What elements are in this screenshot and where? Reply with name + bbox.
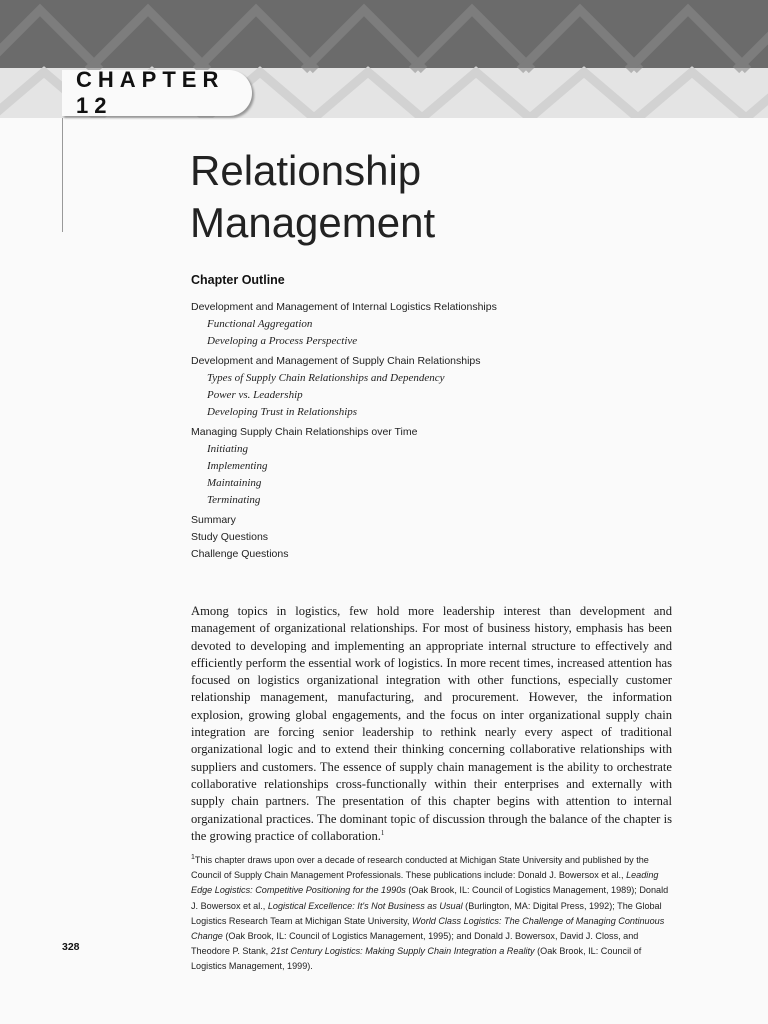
outline-subitem: Power vs. Leadership — [207, 389, 303, 401]
outline-subitem: Maintaining — [207, 477, 262, 489]
banner-chevron — [304, 10, 424, 70]
chapter-label: CHAPTER 12 — [62, 70, 252, 116]
page-number: 328 — [62, 941, 80, 953]
footnote-title: 21st Century Logistics: Making Supply Chain Integration a Reality — [270, 946, 535, 957]
body-paragraph — [191, 603, 672, 845]
outline-item: Managing Supply Chain Relationships over Time — [191, 426, 418, 438]
outline-item: Development and Management of Internal Logistics Relationships — [191, 301, 497, 313]
banner-chevron-light — [638, 72, 746, 118]
banner-chevron-light — [746, 72, 768, 118]
banner-chevron — [520, 10, 640, 70]
outline-heading: Chapter Outline — [191, 273, 285, 287]
footnote-title: World Class Logistics: The Challenge of Managing Continuous Change — [191, 915, 665, 942]
outline-subitem: Types of Supply Chain Relationships and Dependency — [207, 372, 445, 384]
outline-item: Development and Management of Supply Chain Relationships — [191, 355, 481, 367]
footnote — [191, 853, 677, 975]
outline-item: Study Questions — [191, 531, 269, 543]
title-line-2: Management — [190, 199, 436, 246]
chapter-outline — [191, 299, 711, 563]
banner-chevron — [0, 10, 100, 70]
footnote-marker: 1 — [191, 853, 195, 861]
margin-rule — [62, 118, 63, 232]
outline-subitem: Developing a Process Perspective — [207, 335, 358, 347]
footnote-text: (Oak Brook, IL: Council of Logistics Management, 1999). — [191, 946, 642, 972]
banner-chevron — [88, 10, 208, 70]
outline-subitem: Terminating — [207, 494, 261, 506]
banner-chevron-light — [530, 72, 638, 118]
body-text: Among topics in logistics, few hold more leadership interest than development and management of organizational relationships. For most of business history, emphasis has been devoted to developing and implementing an appropriate internal structure to effectively and efficiently perform the essential work of logistics. In more recent times, increased attention has focused on logistics organizational integration with other functions, especially customer relationship management, manufacturing, and procurement. However, the information explosion, growing global engagements, and the focus on inter organizational supply chain integration are forcing senior leadership to rethink nearly every aspect of traditional organizational logic and to extend their thinking concerning collaborative relationships with suppliers and customers. The essence of supply chain management is the ability to orchestrate collaborative relationships cross-functionally within their enterprises and externally with supply chain partners. The presentation of this chapter begins with attention to internal organizational practices. The dominant topic of discussion through the balance of the chapter is the growing practice of collaboration. — [191, 604, 672, 843]
footnote-text: (Oak Brook, IL: Council of Logistics Management, 1995); and Donald J. Bowersox, David J. Closs, and Theodore P. Stank, — [191, 931, 639, 957]
chapter-title — [190, 145, 730, 249]
banner-chevron — [736, 10, 768, 70]
banner-chevron — [628, 10, 748, 70]
outline-subitem: Implementing — [207, 460, 268, 472]
title-line-1: Relationship — [190, 147, 422, 194]
banner-chevron — [412, 10, 532, 70]
footnote-title: Leading Edge Logistics: Competitive Positioning for the 1990s — [191, 870, 659, 896]
outline-subitem: Initiating — [207, 443, 248, 455]
outline-subitem: Functional Aggregation — [207, 318, 313, 330]
outline-item: Challenge Questions — [191, 548, 289, 560]
footnote-text: (Burlington, MA: Digital Press, 1992); The Global Logistics Research Team at Michigan State University, — [191, 900, 662, 926]
footnote-title: Logistical Excellence: It's Not Business as Usual — [267, 900, 463, 911]
banner-chevron-light — [422, 72, 530, 118]
footnote-text: (Oak Brook, IL: Council of Logistics Management, 1989); Donald J. Bowersox et al., — [191, 885, 669, 911]
banner-chevron — [196, 10, 316, 70]
outline-subitem: Developing Trust in Relationships — [207, 406, 358, 418]
footnote-text: This chapter draws upon over a decade of research conducted at Michigan State University and published by the Council of Supply Chain Management Professionals. These publications include: Donald J. Bowersox et al., — [191, 855, 649, 881]
banner-chevron-light — [314, 72, 422, 118]
outline-item: Summary — [191, 514, 236, 526]
footnote-ref: 1 — [380, 828, 385, 837]
